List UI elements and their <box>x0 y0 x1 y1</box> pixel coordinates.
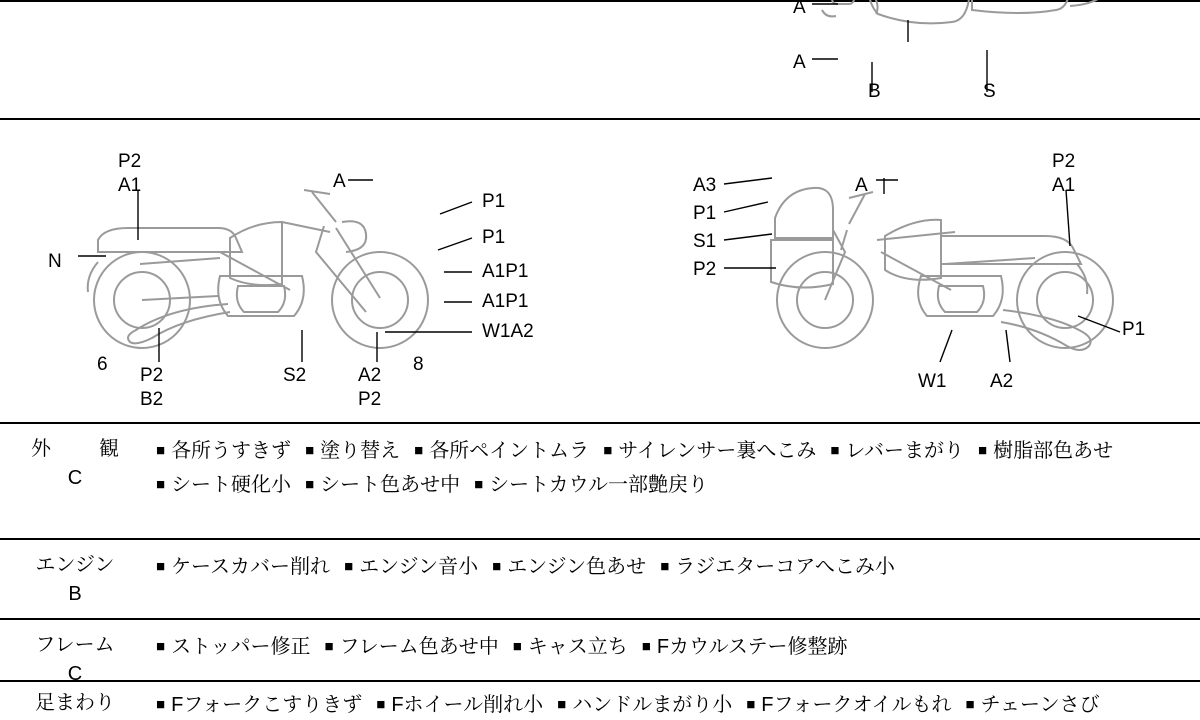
condition-category-engine <box>0 540 150 608</box>
condition-item: キャス立ち <box>527 636 628 658</box>
callout-right-a: A <box>855 175 868 196</box>
bullet-icon: ■ <box>156 696 166 713</box>
callout-left-b2: B2 <box>140 389 164 410</box>
bullet-icon: ■ <box>492 558 502 575</box>
category-grade: C <box>67 467 83 489</box>
callout-left-a: A <box>333 171 346 192</box>
condition-item: Fホイール削れ小 <box>391 694 544 716</box>
bullet-icon: ■ <box>830 442 840 459</box>
callout-right-s1: S1 <box>693 231 717 252</box>
category-name: 足まわり <box>35 692 115 714</box>
bullet-icon: ■ <box>660 558 670 575</box>
condition-item: エンジン音小 <box>359 556 479 578</box>
condition-item: チェーンさび <box>980 694 1100 716</box>
callout-left-8: 8 <box>413 354 424 375</box>
bullet-icon: ■ <box>603 442 613 459</box>
condition-item: サイレンサー裏へこみ <box>618 440 817 462</box>
condition-item: レバーまがり <box>845 440 965 462</box>
category-name: フレーム <box>35 634 115 656</box>
bullet-icon: ■ <box>746 696 756 713</box>
callout-top-b: B <box>868 81 881 102</box>
callout-right-p1: P1 <box>693 203 717 224</box>
condition-category-exterior <box>0 424 150 492</box>
right-handlebar-leader <box>876 172 906 198</box>
condition-items-engine <box>150 540 1200 592</box>
condition-row-frame <box>0 618 1200 685</box>
callout-left-a2: A2 <box>358 365 382 386</box>
callout-left-p1-b: P1 <box>482 227 506 248</box>
category-grade: B <box>68 583 82 605</box>
callout-left-s2: S2 <box>283 365 307 386</box>
bullet-icon: ■ <box>156 476 166 493</box>
callout-left-p2-top: P2 <box>118 151 142 172</box>
condition-item: シート硬化小 <box>171 474 292 496</box>
condition-items-suspension <box>150 682 1200 720</box>
condition-items-exterior <box>150 424 1200 510</box>
condition-item: シート色あせ中 <box>320 474 461 496</box>
callout-left-w1a2: W1A2 <box>482 321 534 342</box>
bullet-icon: ■ <box>414 442 424 459</box>
condition-item: 樹脂部色あせ <box>993 440 1114 462</box>
condition-row-suspension <box>0 680 1200 720</box>
top-view-leaders <box>780 0 1080 100</box>
bullet-icon: ■ <box>376 696 386 713</box>
right-side-view-leaders <box>680 140 1150 400</box>
condition-item: ラジエターコアへこみ小 <box>675 556 895 578</box>
bullet-icon: ■ <box>978 442 988 459</box>
condition-row-engine <box>0 538 1200 618</box>
bullet-icon: ■ <box>557 696 567 713</box>
callout-left-n: N <box>48 251 62 272</box>
condition-item: シートカウル一部艶戻り <box>489 474 708 496</box>
condition-item: 各所ペイントムラ <box>429 440 590 462</box>
callout-top-s: S <box>983 81 996 102</box>
bullet-icon: ■ <box>965 696 975 713</box>
left-side-view-leaders <box>40 140 510 400</box>
callout-left-a1: A1 <box>118 175 142 196</box>
bullet-icon: ■ <box>156 442 166 459</box>
callout-left-p1-a: P1 <box>482 191 506 212</box>
callout-left-6: 6 <box>97 354 108 375</box>
condition-item: ストッパー修正 <box>171 636 311 658</box>
callout-right-p2: P2 <box>693 259 717 280</box>
condition-category-suspension <box>0 682 150 718</box>
condition-item: Fフォークこすりきず <box>171 694 363 716</box>
condition-item: フレーム色あせ中 <box>339 636 499 658</box>
condition-item: Fカウルステー修整跡 <box>656 636 848 658</box>
callout-left-a1p1-a: A1P1 <box>482 261 529 282</box>
callout-right-a2: A2 <box>990 371 1014 392</box>
callout-left-p2-bottom: P2 <box>140 365 164 386</box>
condition-items-frame <box>150 620 1200 672</box>
bullet-icon: ■ <box>305 442 315 459</box>
condition-item: ハンドルまがり小 <box>572 694 733 716</box>
category-grade: C <box>67 663 83 685</box>
category-name: 外 観 <box>31 438 133 460</box>
callout-right-p2-top: P2 <box>1052 151 1076 172</box>
callout-left-a1p1-b: A1P1 <box>482 291 529 312</box>
condition-item: エンジン色あせ <box>507 556 647 578</box>
bullet-icon: ■ <box>641 638 651 655</box>
divider-under-topview <box>0 118 1200 120</box>
bullet-icon: ■ <box>474 476 484 493</box>
condition-item: 各所うすきず <box>171 440 292 462</box>
condition-row-exterior <box>0 422 1200 538</box>
bullet-icon: ■ <box>305 476 315 493</box>
condition-item: Fフォークオイルもれ <box>761 694 952 716</box>
callout-left-p2-bottom2: P2 <box>358 389 382 410</box>
callout-right-w1: W1 <box>918 371 947 392</box>
bullet-icon: ■ <box>324 638 334 655</box>
condition-item: ケースカバー削れ <box>171 556 331 578</box>
callout-top-a1: A <box>793 0 806 18</box>
bullet-icon: ■ <box>344 558 354 575</box>
callout-right-a3: A3 <box>693 175 717 196</box>
callout-right-p1-rear: P1 <box>1122 319 1146 340</box>
bullet-icon: ■ <box>156 638 166 655</box>
callout-right-a1: A1 <box>1052 175 1076 196</box>
bullet-icon: ■ <box>512 638 522 655</box>
category-name: エンジン <box>35 554 115 576</box>
callout-top-a2: A <box>793 52 806 73</box>
condition-item: 塗り替え <box>320 440 401 462</box>
condition-category-frame <box>0 620 150 688</box>
bullet-icon: ■ <box>156 558 166 575</box>
